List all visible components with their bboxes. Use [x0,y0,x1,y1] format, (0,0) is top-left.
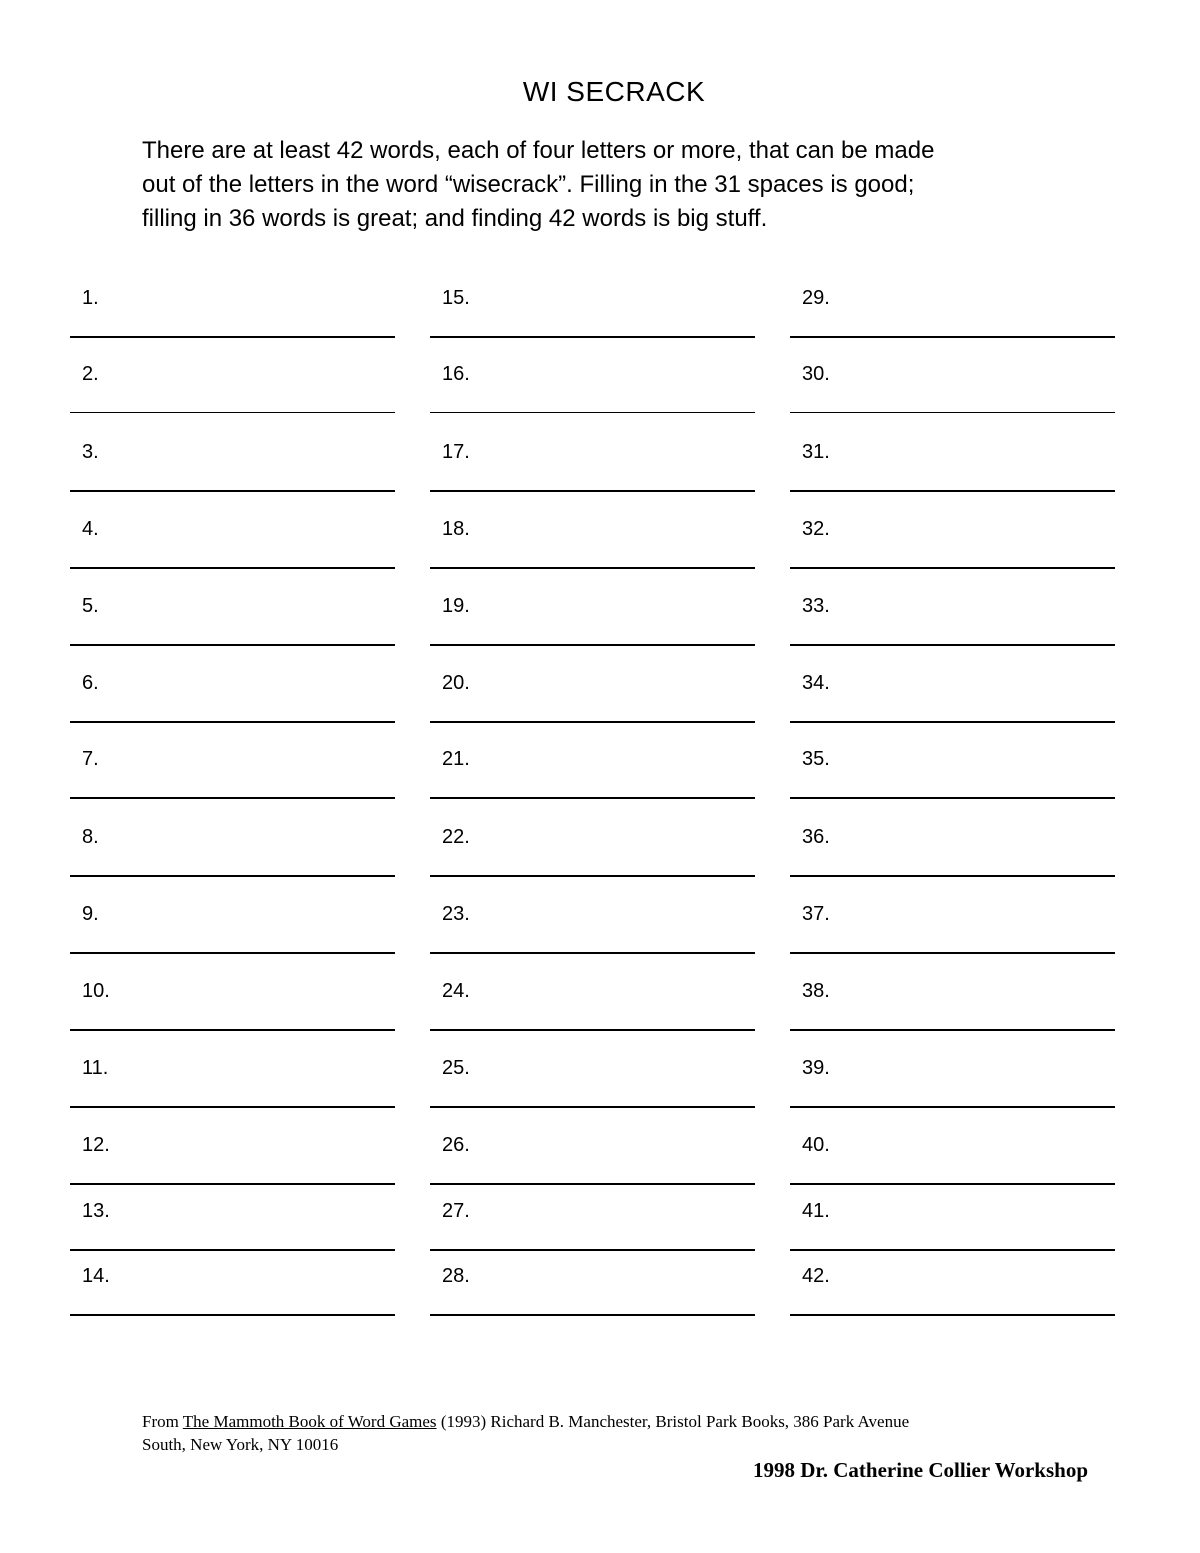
entry-number: 41. [802,1200,830,1222]
answer-entry[interactable] [790,1200,1115,1250]
entry-number: 4. [82,518,99,540]
answer-entry[interactable] [430,1134,755,1184]
answer-entry[interactable] [430,518,755,568]
entry-number: 3. [82,441,99,463]
citation-address: South, New York, NY 10016 [142,1435,339,1454]
answer-entry[interactable] [790,287,1115,337]
answer-entry[interactable] [790,1265,1115,1315]
entry-number: 5. [82,595,99,617]
answer-entry[interactable] [430,1200,755,1250]
answer-blank-line[interactable] [70,644,395,646]
entry-number: 13. [82,1200,110,1222]
answer-entry[interactable] [70,1265,395,1315]
answer-entry[interactable] [70,518,395,568]
answer-entry[interactable] [70,1200,395,1250]
entry-number: 31. [802,441,830,463]
answer-blank-line[interactable] [430,1029,755,1031]
entry-number: 32. [802,518,830,540]
answer-blank-line[interactable] [430,721,755,723]
answer-blank-line[interactable] [790,412,1115,413]
answer-blank-line[interactable] [70,952,395,954]
answer-blank-line[interactable] [430,490,755,492]
answer-blank-line[interactable] [70,567,395,569]
answer-entry[interactable] [70,1134,395,1184]
entry-number: 37. [802,903,830,925]
answer-blank-line[interactable] [790,1314,1115,1316]
entry-number: 25. [442,1057,470,1079]
entry-number: 34. [802,672,830,694]
entry-number: 15. [442,287,470,309]
entry-number: 14. [82,1265,110,1287]
answer-blank-line[interactable] [430,1314,755,1316]
answer-entry[interactable] [430,287,755,337]
entry-number: 35. [802,748,830,770]
answer-blank-line[interactable] [70,336,395,338]
answer-entry[interactable] [430,903,755,953]
entry-number: 30. [802,363,830,385]
answer-entry[interactable] [70,903,395,953]
answer-blank-line[interactable] [70,412,395,413]
answer-entry[interactable] [790,363,1115,413]
answer-entry[interactable] [70,363,395,413]
answer-blank-line[interactable] [430,952,755,954]
answer-entry[interactable] [430,1057,755,1107]
answer-blank-line[interactable] [790,567,1115,569]
answer-blank-line[interactable] [430,412,755,413]
worksheet-title: WI SECRACK [522,76,706,107]
answer-entry[interactable] [70,441,395,491]
answer-entry[interactable] [430,1265,755,1315]
entry-number: 19. [442,595,470,617]
answer-blank-line[interactable] [790,1249,1115,1251]
citation-book-title: The Mammoth Book of Word Games [182,1412,437,1431]
entry-number: 40. [802,1134,830,1156]
answer-entry[interactable] [790,980,1115,1030]
answer-blank-line[interactable] [430,875,755,877]
answer-entry[interactable] [430,441,755,491]
answer-blank-line[interactable] [70,1183,395,1185]
answer-entry[interactable] [790,595,1115,645]
entry-number: 2. [82,363,99,385]
entry-number: 38. [802,980,830,1002]
answer-blank-line[interactable] [430,1249,755,1251]
citation-suffix: (1993) Richard B. Manchester, Bristol Park Books, 386 Park Avenue [436,1412,910,1431]
answer-blank-line[interactable] [70,875,395,877]
answer-blank-line[interactable] [790,490,1115,492]
answer-blank-line[interactable] [430,797,755,799]
answer-entry[interactable] [790,1134,1115,1184]
answer-entry[interactable] [70,287,395,337]
answer-blank-line[interactable] [70,1314,395,1316]
answer-blank-line[interactable] [70,797,395,799]
entry-number: 27. [442,1200,470,1222]
entry-number: 17. [442,441,470,463]
answer-blank-line[interactable] [430,1183,755,1185]
answer-entry[interactable] [70,1057,395,1107]
source-citation [142,1410,1082,1456]
answer-blank-line[interactable] [70,1106,395,1108]
answer-blank-line[interactable] [790,875,1115,877]
answer-entry[interactable] [790,1057,1115,1107]
entry-number: 18. [442,518,470,540]
entry-number: 10. [82,980,110,1002]
answer-entry[interactable] [430,826,755,876]
instructions-paragraph: There are at least 42 words, each of four letters or more, that can be made out of the letters in the word “wisecrack”. Filling in the 31 spaces is good; filling in 36 words is great; and finding 42 words is big stuff. [142,137,935,232]
answer-entry[interactable] [430,595,755,645]
entry-number: 7. [82,748,99,770]
workshop-credit: 1998 Dr. Catherine Collier Workshop [752,1458,1088,1482]
answer-entry[interactable] [430,363,755,413]
answer-entry[interactable] [70,980,395,1030]
answer-blank-line[interactable] [430,336,755,338]
entry-number: 16. [442,363,470,385]
answer-blank-line[interactable] [790,1106,1115,1108]
answer-entry[interactable] [790,441,1115,491]
entry-number: 12. [82,1134,110,1156]
answer-blank-line[interactable] [70,1029,395,1031]
entry-number: 33. [802,595,830,617]
entry-number: 36. [802,826,830,848]
answer-blank-line[interactable] [790,1029,1115,1031]
answer-blank-line[interactable] [790,336,1115,338]
answer-blank-line[interactable] [790,1183,1115,1185]
answer-blank-line[interactable] [430,567,755,569]
entry-number: 6. [82,672,99,694]
entry-number: 1. [82,287,99,309]
entry-number: 29. [802,287,830,309]
answer-entry[interactable] [70,826,395,876]
entry-number: 28. [442,1265,470,1287]
answer-entry[interactable] [790,826,1115,876]
answer-blank-line[interactable] [70,1249,395,1251]
answer-entry[interactable] [430,980,755,1030]
answer-entry[interactable] [70,595,395,645]
answer-entry[interactable] [790,518,1115,568]
entry-number: 11. [82,1057,109,1079]
entry-number: 42. [802,1265,830,1287]
answer-blank-line[interactable] [790,952,1115,954]
answer-entry[interactable] [70,672,395,722]
answer-entry[interactable] [790,748,1115,798]
answer-blank-line[interactable] [790,644,1115,646]
entry-number: 26. [442,1134,470,1156]
answer-entry[interactable] [430,748,755,798]
answer-blank-line[interactable] [430,644,755,646]
entry-number: 9. [82,903,99,925]
answer-blank-line[interactable] [790,797,1115,799]
answer-entry[interactable] [790,672,1115,722]
answer-blank-line[interactable] [790,721,1115,723]
answer-entry[interactable] [70,748,395,798]
entry-number: 39. [802,1057,830,1079]
answer-entry[interactable] [430,672,755,722]
entry-number: 23. [442,903,470,925]
entry-number: 21. [442,748,470,770]
answer-blank-line[interactable] [70,490,395,492]
answer-entry[interactable] [790,903,1115,953]
entry-number: 8. [82,826,99,848]
entry-number: 24. [442,980,470,1002]
entry-number: 22. [442,826,470,848]
citation-prefix: From [142,1412,183,1431]
answer-blank-line[interactable] [70,721,395,723]
entry-number: 20. [442,672,470,694]
answer-blank-line[interactable] [430,1106,755,1108]
